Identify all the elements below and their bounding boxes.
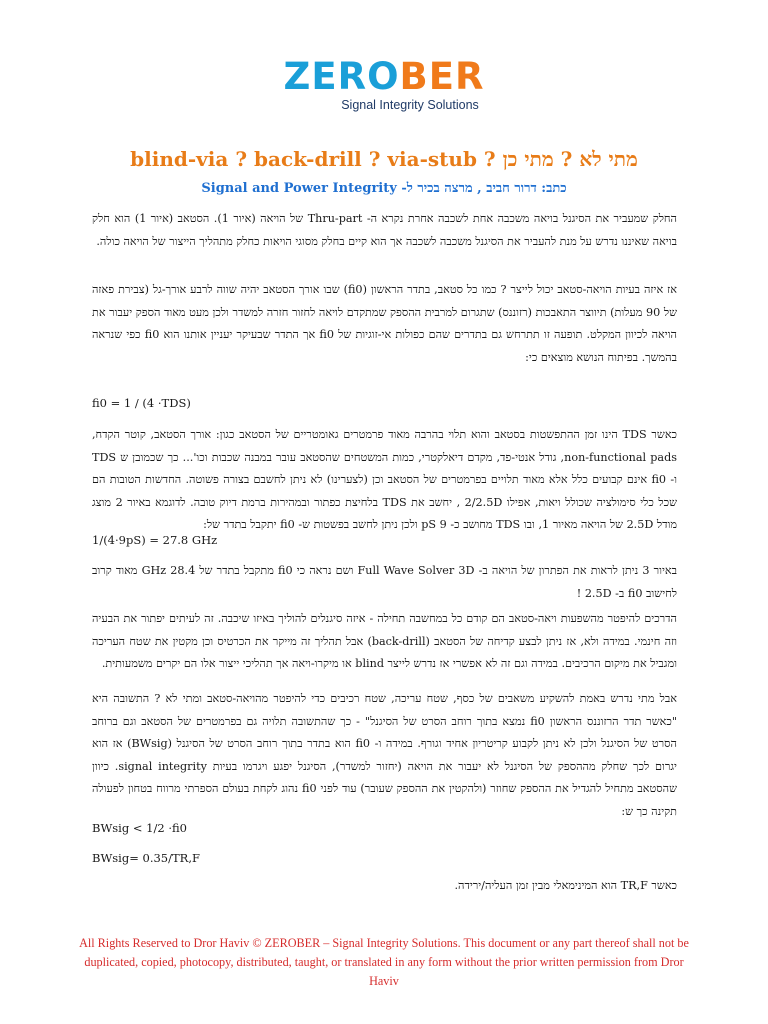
logo-subtitle: Signal Integrity Solutions bbox=[341, 98, 479, 112]
logo-part-1: ZERO bbox=[283, 55, 400, 98]
paragraph-when: אבל מתי נדרש באמת להשקיע משאבים של כסף, שטח עריכה, שטח רכיבים כדי להיפטר מהויאה-סטאב ומתי לא ? התשובה היא "כאשר תדר הרזוננס הראשון fi0 נמצא בתוך רוחב הסרט של הסיגנל" - כך שהתשובה תלויה גם בפרמטרים של הסטאב וגם ברוחב הסרט של הסיגנל ולכן לא ניתן לקבוע קריטריון אחיד וגורף. במידה ו- fi0 הוא בתדר בתוך רוחב הסרט של הסיגנל (BWsig) אז הוא יגרום לכך שחלק מההספק של הסיגנל לא יעבור את הויאה (יחזור למשדר), הסיגנל יפגע ויגרמו בעיות signal integrity. כיוון שהסטאב מתחיל להגדיל את ההספק שחוזר (ולהקטין את ההספק שעובר) עוד לפני fi0 נהוג לקחת בעולם הספרתי מרווח בטחון לפעולה תקינה כך ש: bbox=[92, 692, 677, 818]
rise-time-note: כאשר TR,F הוא המינימאלי מבין זמן העליה/ירידה. bbox=[454, 879, 677, 892]
formula-fi0: fi0 = 1 / (4 ·TDS) bbox=[92, 396, 191, 410]
paragraph-stub-problem: אז איזה בעיות הויאה-סטאב יכול לייצר ? כמו כל סטאב, בתדר הראשון (fi0) שבו אורך הסטאב יהיה שווה לרבע אורך-גל (צבירת פאזה של 90 מעלות) תיווצר התאבכות (רזוננס) שתגרום למרבית ההספק שמתקדם לויאה לחזור חזרה למשדר ולכן מעט מאוד הספק יעבור את הויאה לכיוון המקלט. תופעה זו תתרחש גם בתדרים שהם כפולות אי-זוגיות של fi0 אך התדר שבעיקר יעניין אותנו הוא fi0 כפי שנראה בהמשך. בפיתוח הנושא מוצאים כי: bbox=[92, 283, 677, 364]
paragraph-intro: החלק שמעביר את הסיגנל בויאה משכבה אחת לשכבה אחרת נקרא ה- Thru-part של הויאה (איור 1). הסטאב (איור 1) הוא חלק בויאה שאיננו נדרש על מנת להעביר את הסיגנל משכבה לשכבה אך הוא קיים בחלק מסוגי הויאות כחלק מתהליך הייצור של הויאה כולה. bbox=[92, 212, 677, 248]
logo-part-2: BER bbox=[399, 55, 485, 98]
formula-bw-sig: BWsig= 0.35/TR,F bbox=[92, 851, 200, 865]
paragraph-tds: כאשר TDS הינו זמן ההתפשטות בסטאב והוא תלוי בהרבה מאוד פרמטרים גאומטריים של הסטאב כגון: אורך הסטאב, קוטר הקדח, non-functional pads, גודל אנטי-פד, מקדם דיאלקטרי, כמות המשטחים שהסטאב עובר במבנה שכבות וכו'... כך שכמובן ש TDS ו- fi0 אינם קבועים כלל אלא מאוד תלויים בפרמטרים של הסטאב וכן (לצערינו) לא ניתן לחשבם בצורה פשוטה. החדשות הטובות הם שכל כלי סימולציה שכולל ויאות, אפילו 2/2.5D , יחשב את TDS בלחיצת כפתור ובמהירות ברמת דיוק טובה. לדוגמא באיור 2 מוצג מודל 2.5D של הויאה מאיור 1, ובו TDS מחושב כ- 9 pS ולכן ניתן לחשב בפשטות ש- fi0 יתקבל בתדר של: bbox=[92, 428, 678, 531]
logo-wordmark bbox=[0, 55, 768, 98]
formula-example: 1/(4·9pS) = 27.8 GHz bbox=[92, 533, 218, 547]
paragraph-solutions: הדרכים להיפטר מהשפעות ויאה-סטאב הם קודם כל במחשבה תחילה - איזה סיגנלים להוליך באיזו שיכבה. זה לעיתים יפתור את הבעיה וזה חינמי. במידה ולא, אז ניתן לבצע קדיחה של הסטאב (back-drill) אבל תהליך זה מייקר את הכרטיס וכן מקטין את שטח העריכה ומגביל את מיקום הרכיבים. במידה וגם זה לא אפשרי אז נדרש לייצר blind או מיקרו-ויאה אך תהליכי ייצור אלו הם יקרים משמעותית. bbox=[92, 612, 677, 670]
article-title: מתי לא ? מתי כן ? blind-via ? back-drill ? via-stub bbox=[130, 147, 638, 171]
copyright-footer: All Rights Reserved to Dror Haviv © ZEROBER – Signal Integrity Solutions. This document or any part thereof shall not be duplicated, copied, photocopy, distributed, taught, or translated in any form without the prior written permission from Dror Haviv bbox=[79, 936, 689, 988]
formula-bw-limit: BWsig < 1/2 ·fi0 bbox=[92, 821, 187, 835]
article-author: כתב: דרור חביב , מרצה בכיר ל- Signal and Power Integrity bbox=[201, 181, 567, 196]
company-logo bbox=[0, 55, 768, 112]
paragraph-full-wave: באיור 3 ניתן לראות את הפתרון של הויאה ב- Full Wave Solver 3D ושם נראה כי fi0 מתקבל בתדר של 28.4 GHz מאוד קרוב לחישוב fi0 ב- 2.5D ! bbox=[92, 564, 677, 600]
